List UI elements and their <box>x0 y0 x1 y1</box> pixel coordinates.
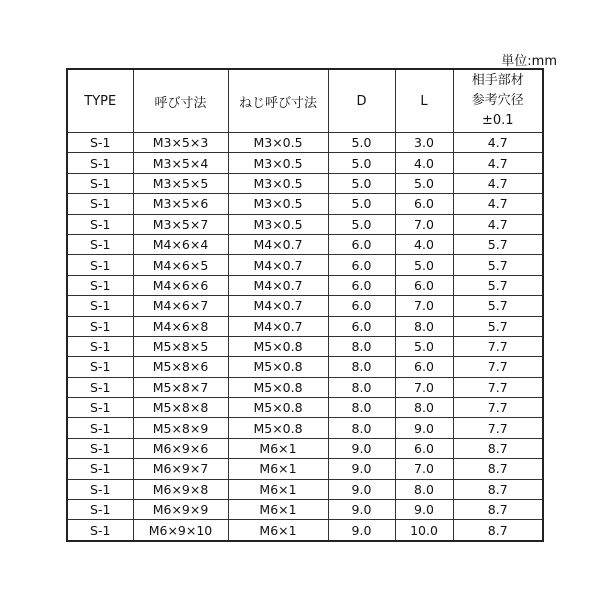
cell-d: 9.0 <box>328 438 395 458</box>
table-body <box>67 133 543 541</box>
cell-thread-size: M5×0.8 <box>228 377 328 397</box>
cell-reference-hole: 5.7 <box>453 275 543 295</box>
cell-d: 6.0 <box>328 296 395 316</box>
cell-type: S-1 <box>67 336 133 356</box>
table-row <box>67 194 543 214</box>
table-row <box>67 153 543 173</box>
cell-d: 5.0 <box>328 173 395 193</box>
header-thread-size: ねじ呼び寸法 <box>228 69 328 133</box>
cell-type: S-1 <box>67 398 133 418</box>
cell-d: 5.0 <box>328 153 395 173</box>
cell-d: 9.0 <box>328 500 395 520</box>
cell-nominal-size: M6×9×9 <box>133 500 228 520</box>
header-reference-line-3: ±0.1 <box>481 113 514 128</box>
cell-l: 5.0 <box>395 173 453 193</box>
header-d: D <box>328 69 395 133</box>
cell-l: 4.0 <box>395 153 453 173</box>
cell-thread-size: M3×0.5 <box>228 133 328 153</box>
cell-d: 8.0 <box>328 398 395 418</box>
cell-type: S-1 <box>67 153 133 173</box>
cell-type: S-1 <box>67 459 133 479</box>
cell-nominal-size: M5×8×7 <box>133 377 228 397</box>
cell-d: 6.0 <box>328 316 395 336</box>
cell-reference-hole: 4.7 <box>453 214 543 234</box>
table-row <box>67 336 543 356</box>
cell-d: 8.0 <box>328 377 395 397</box>
cell-nominal-size: M5×8×8 <box>133 398 228 418</box>
cell-reference-hole: 4.7 <box>453 133 543 153</box>
header-reference-line-2: 参考穴径 <box>471 93 524 108</box>
table-row <box>67 255 543 275</box>
cell-type: S-1 <box>67 173 133 193</box>
table-row <box>67 296 543 316</box>
cell-type: S-1 <box>67 275 133 295</box>
table-row <box>67 234 543 254</box>
cell-reference-hole: 7.7 <box>453 418 543 438</box>
cell-thread-size: M6×1 <box>228 438 328 458</box>
cell-nominal-size: M4×6×8 <box>133 316 228 336</box>
cell-reference-hole: 4.7 <box>453 153 543 173</box>
cell-reference-hole: 5.7 <box>453 234 543 254</box>
cell-thread-size: M3×0.5 <box>228 214 328 234</box>
cell-thread-size: M6×1 <box>228 459 328 479</box>
cell-l: 4.0 <box>395 234 453 254</box>
cell-thread-size: M4×0.7 <box>228 275 328 295</box>
cell-nominal-size: M4×6×6 <box>133 275 228 295</box>
cell-d: 5.0 <box>328 214 395 234</box>
cell-thread-size: M6×1 <box>228 500 328 520</box>
cell-reference-hole: 5.7 <box>453 255 543 275</box>
cell-type: S-1 <box>67 214 133 234</box>
cell-nominal-size: M6×9×6 <box>133 438 228 458</box>
cell-l: 8.0 <box>395 316 453 336</box>
table-row <box>67 459 543 479</box>
cell-l: 3.0 <box>395 133 453 153</box>
table-row <box>67 133 543 153</box>
cell-reference-hole: 8.7 <box>453 479 543 499</box>
cell-reference-hole: 4.7 <box>453 173 543 193</box>
cell-reference-hole: 8.7 <box>453 459 543 479</box>
header-type: TYPE <box>67 69 133 133</box>
cell-type: S-1 <box>67 255 133 275</box>
cell-nominal-size: M3×5×4 <box>133 153 228 173</box>
cell-l: 5.0 <box>395 255 453 275</box>
cell-reference-hole: 8.7 <box>453 520 543 541</box>
header-l: L <box>395 69 453 133</box>
cell-thread-size: M4×0.7 <box>228 255 328 275</box>
cell-nominal-size: M3×5×7 <box>133 214 228 234</box>
spec-table <box>66 68 544 542</box>
cell-type: S-1 <box>67 377 133 397</box>
cell-type: S-1 <box>67 234 133 254</box>
unit-label: 単位:mm <box>501 54 557 69</box>
table-row <box>67 377 543 397</box>
cell-type: S-1 <box>67 520 133 541</box>
cell-l: 10.0 <box>395 520 453 541</box>
cell-l: 7.0 <box>395 459 453 479</box>
cell-nominal-size: M6×9×8 <box>133 479 228 499</box>
header-reference-line-1: 相手部材 <box>471 73 524 88</box>
cell-thread-size: M4×0.7 <box>228 296 328 316</box>
cell-thread-size: M3×0.5 <box>228 194 328 214</box>
cell-reference-hole: 7.7 <box>453 357 543 377</box>
table-row <box>67 316 543 336</box>
cell-type: S-1 <box>67 479 133 499</box>
cell-thread-size: M3×0.5 <box>228 153 328 173</box>
cell-type: S-1 <box>67 296 133 316</box>
cell-l: 7.0 <box>395 296 453 316</box>
cell-nominal-size: M5×8×6 <box>133 357 228 377</box>
cell-thread-size: M4×0.7 <box>228 316 328 336</box>
cell-nominal-size: M4×6×7 <box>133 296 228 316</box>
table-row <box>67 479 543 499</box>
table-row <box>67 438 543 458</box>
cell-d: 6.0 <box>328 255 395 275</box>
cell-thread-size: M5×0.8 <box>228 418 328 438</box>
cell-nominal-size: M4×6×4 <box>133 234 228 254</box>
cell-reference-hole: 8.7 <box>453 500 543 520</box>
cell-nominal-size: M3×5×3 <box>133 133 228 153</box>
cell-l: 8.0 <box>395 479 453 499</box>
table-row <box>67 500 543 520</box>
cell-thread-size: M4×0.7 <box>228 234 328 254</box>
cell-nominal-size: M4×6×5 <box>133 255 228 275</box>
header-row <box>67 69 543 133</box>
cell-l: 8.0 <box>395 398 453 418</box>
table-row <box>67 173 543 193</box>
cell-nominal-size: M5×8×9 <box>133 418 228 438</box>
cell-d: 8.0 <box>328 357 395 377</box>
cell-thread-size: M6×1 <box>228 479 328 499</box>
cell-reference-hole: 7.7 <box>453 398 543 418</box>
cell-thread-size: M5×0.8 <box>228 398 328 418</box>
cell-l: 7.0 <box>395 377 453 397</box>
cell-reference-hole: 8.7 <box>453 438 543 458</box>
cell-d: 9.0 <box>328 520 395 541</box>
table-row <box>67 275 543 295</box>
cell-l: 6.0 <box>395 194 453 214</box>
cell-d: 5.0 <box>328 133 395 153</box>
header-nominal-size: 呼び寸法 <box>133 69 228 133</box>
cell-l: 6.0 <box>395 438 453 458</box>
cell-type: S-1 <box>67 133 133 153</box>
cell-d: 5.0 <box>328 194 395 214</box>
header-reference-hole <box>453 69 543 133</box>
cell-type: S-1 <box>67 418 133 438</box>
cell-l: 5.0 <box>395 336 453 356</box>
cell-reference-hole: 5.7 <box>453 296 543 316</box>
cell-thread-size: M3×0.5 <box>228 173 328 193</box>
cell-l: 6.0 <box>395 275 453 295</box>
cell-reference-hole: 7.7 <box>453 336 543 356</box>
cell-type: S-1 <box>67 316 133 336</box>
cell-d: 6.0 <box>328 275 395 295</box>
table-row <box>67 520 543 541</box>
cell-d: 6.0 <box>328 234 395 254</box>
cell-nominal-size: M6×9×7 <box>133 459 228 479</box>
cell-type: S-1 <box>67 357 133 377</box>
cell-reference-hole: 5.7 <box>453 316 543 336</box>
cell-type: S-1 <box>67 438 133 458</box>
cell-type: S-1 <box>67 194 133 214</box>
cell-l: 9.0 <box>395 500 453 520</box>
cell-l: 9.0 <box>395 418 453 438</box>
cell-thread-size: M5×0.8 <box>228 357 328 377</box>
cell-l: 6.0 <box>395 357 453 377</box>
cell-thread-size: M5×0.8 <box>228 336 328 356</box>
table-row <box>67 357 543 377</box>
cell-reference-hole: 7.7 <box>453 377 543 397</box>
cell-nominal-size: M3×5×5 <box>133 173 228 193</box>
cell-l: 7.0 <box>395 214 453 234</box>
table-row <box>67 214 543 234</box>
cell-nominal-size: M3×5×6 <box>133 194 228 214</box>
cell-d: 9.0 <box>328 479 395 499</box>
cell-nominal-size: M6×9×10 <box>133 520 228 541</box>
cell-nominal-size: M5×8×5 <box>133 336 228 356</box>
cell-thread-size: M6×1 <box>228 520 328 541</box>
table-row <box>67 398 543 418</box>
cell-reference-hole: 4.7 <box>453 194 543 214</box>
cell-d: 9.0 <box>328 459 395 479</box>
cell-type: S-1 <box>67 500 133 520</box>
table-row <box>67 418 543 438</box>
cell-d: 8.0 <box>328 418 395 438</box>
cell-d: 8.0 <box>328 336 395 356</box>
